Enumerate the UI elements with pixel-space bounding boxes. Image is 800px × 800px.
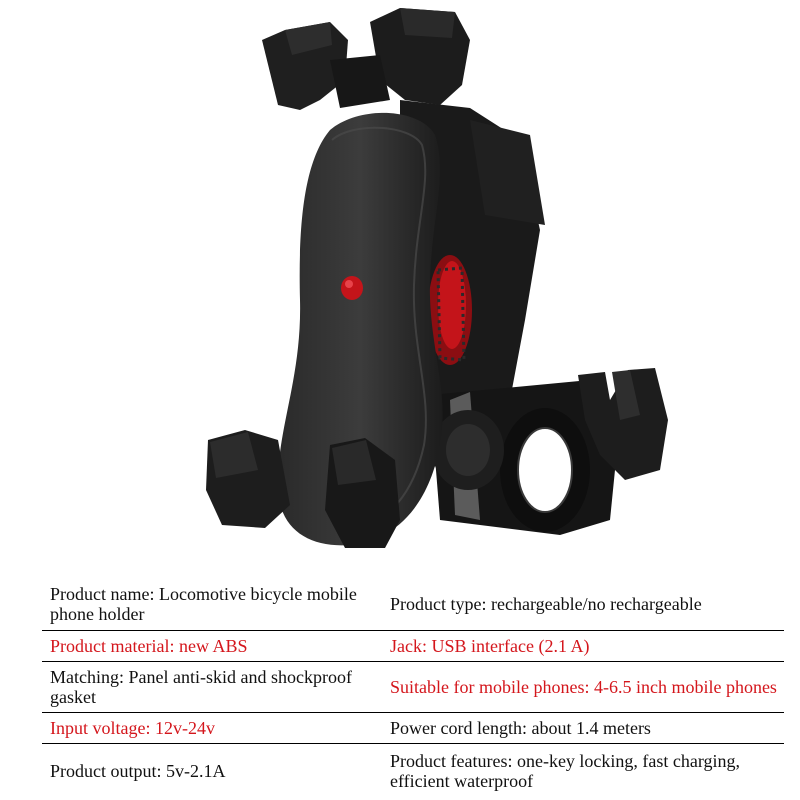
spec-product-name: Product name: Locomotive bicycle mobile phone holder [50,584,357,624]
spec-jack: Jack: USB interface (2.1 A) [390,636,590,656]
spec-matching: Matching: Panel anti-skid and shockproof gasket [50,667,352,707]
spec-product-type: Product type: rechargeable/no rechargeable [390,594,702,614]
spec-material: Product material: new ABS [50,636,248,656]
spec-output: Product output: 5v-2.1A [50,761,226,781]
release-button [341,276,363,300]
spec-cord-length: Power cord length: about 1.4 meters [390,718,651,738]
spec-features: Product features: one-key locking, fast charging, efficient waterproof [390,751,741,791]
spec-row [42,713,784,744]
spec-row [42,631,784,662]
spec-row [42,662,784,713]
spec-input-voltage: Input voltage: 12v-24v [50,718,215,738]
spec-table [42,578,784,798]
spec-row [42,744,784,798]
spec-row [42,578,784,631]
spec-suitable-phones: Suitable for mobile phones: 4-6.5 inch mobile phones [390,677,777,697]
